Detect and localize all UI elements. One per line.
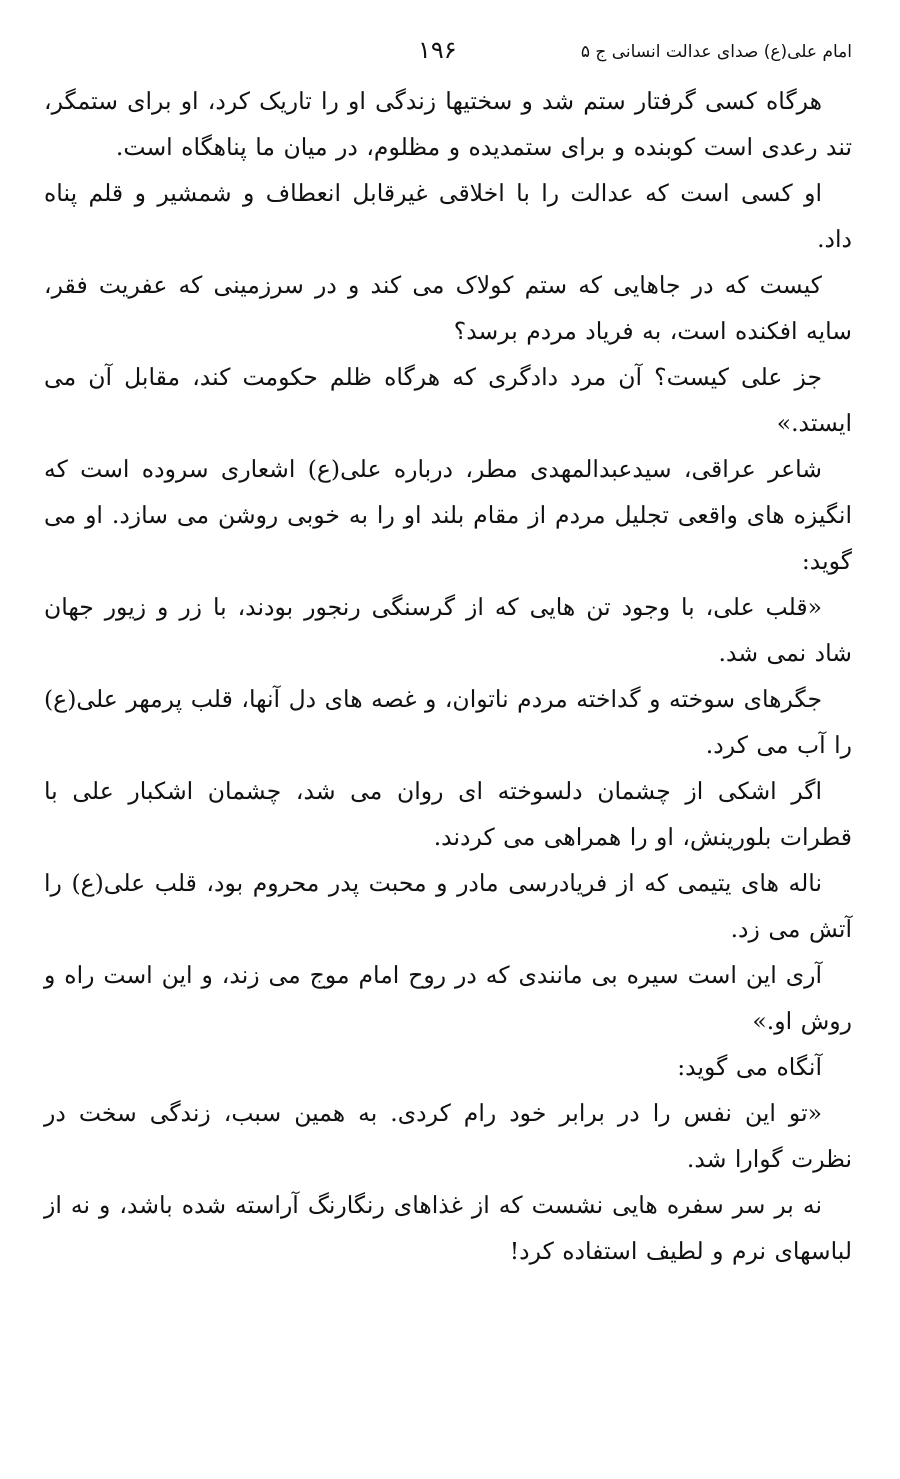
paragraph-13: نه بر سر سفره هایی نشست که از غذاهای رنگارنگ آراسته شده باشد، و نه از لباسهای نرم و لطیف استفاده کرد! [44, 1191, 852, 1265]
paragraph-2: او کسی است که عدالت را با اخلاقی غیرقابل انعطاف و شمشیر و قلم پناه داد. [44, 179, 852, 253]
paragraph-12: «تو این نفس را در برابر خود رام کردی. به همین سبب، زندگی سخت در نظرت گوارا شد. [44, 1099, 852, 1173]
running-title: امام علی(ع) صدای عدالت انسانی ج ۵ [580, 42, 852, 62]
page-number: ۱۹۶ [418, 36, 457, 64]
paragraph-1: هرگاه کسی گرفتار ستم شد و سختیها زندگی او را تاریک کرد، او برای ستمگر، تند رعدی است کوبنده و برای ستمدیده و مظلوم، در میان ما پناهگاه است. [44, 87, 852, 161]
paragraph-4: جز علی کیست؟ آن مرد دادگری که هرگاه ظلم حکومت کند، مقابل آن می ایستد.» [44, 363, 852, 437]
paragraph-3: کیست که در جاهایی که ستم کولاک می کند و در سرزمینی که عفریت فقر، سایه افکنده است، به فریاد مردم برسد؟ [44, 271, 852, 345]
paragraph-10: آری این است سیره بی مانندی که در روح امام موج می زند، و این است راه و روش او.» [44, 961, 852, 1035]
paragraph-9: ناله های یتیمی که از فریادرسی مادر و محبت پدر محروم بود، قلب علی(ع) را آتش می زد. [44, 869, 852, 943]
page-body [44, 78, 852, 1274]
paragraph-5: شاعر عراقی، سیدعبدالمهدی مطر، درباره علی(ع) اشعاری سروده است که انگیزه های واقعی تجلیل مردم از مقام بلند او را به خوبی روشن می سازد. او می گوید: [44, 455, 852, 575]
paragraph-8: اگر اشکی از چشمان دلسوخته ای روان می شد، چشمان اشکبار علی با قطرات بلورینش، او را همراهی می کردند. [44, 777, 852, 851]
paragraph-6: «قلب علی، با وجود تن هایی که از گرسنگی رنجور بودند، با زر و زیور جهان شاد نمی شد. [44, 593, 852, 667]
paragraph-7: جگرهای سوخته و گداخته مردم ناتوان، و غصه های دل آنها، قلب پرمهر علی(ع) را آب می کرد. [44, 685, 852, 759]
page-header [40, 36, 852, 76]
paragraph-11: آنگاه می گوید: [677, 1053, 822, 1081]
